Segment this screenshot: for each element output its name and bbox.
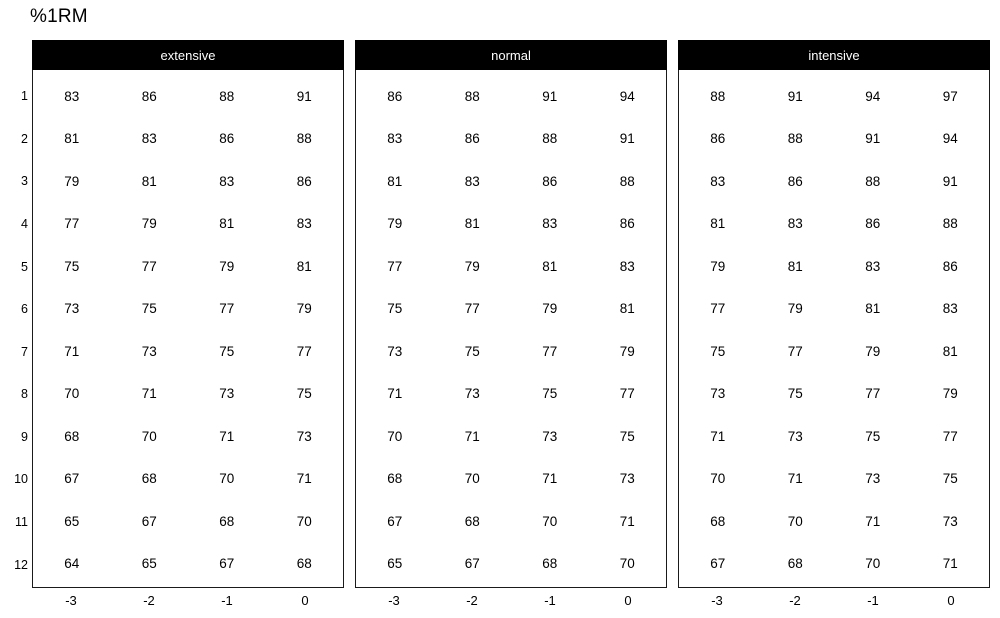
facet-strip — [32, 40, 344, 70]
value-cell: 65 — [387, 556, 403, 572]
table-row — [356, 458, 666, 501]
value-cell: 91 — [787, 88, 803, 104]
value-cell: 79 — [710, 258, 726, 274]
value-cell: 83 — [64, 88, 80, 104]
value-cell: 81 — [296, 258, 312, 274]
value-cell: 70 — [464, 471, 480, 487]
value-cell: 71 — [219, 428, 235, 444]
table-row — [679, 160, 989, 203]
value-cell: 86 — [542, 173, 558, 189]
y-axis-label: 6 — [21, 302, 28, 317]
table-row — [679, 75, 989, 118]
value-cell: 70 — [865, 556, 881, 572]
table-row — [356, 373, 666, 416]
value-cell: 86 — [387, 88, 403, 104]
value-cell: 81 — [710, 216, 726, 232]
value-cell: 71 — [619, 513, 635, 529]
value-cell: 71 — [710, 428, 726, 444]
table-row — [679, 458, 989, 501]
value-cell: 91 — [865, 131, 881, 147]
table-row — [356, 203, 666, 246]
value-cell: 91 — [942, 173, 958, 189]
value-cell: 83 — [464, 173, 480, 189]
table-row — [33, 245, 343, 288]
table-row — [679, 543, 989, 586]
x-axis-label: 0 — [947, 593, 955, 608]
value-cell: 71 — [787, 471, 803, 487]
value-cell: 73 — [542, 428, 558, 444]
facet-body — [32, 70, 344, 588]
value-cell: 83 — [710, 173, 726, 189]
y-axis-label: 5 — [21, 259, 28, 274]
value-cell: 77 — [219, 301, 235, 317]
value-cell: 88 — [865, 173, 881, 189]
table-row — [679, 288, 989, 331]
value-cell: 83 — [542, 216, 558, 232]
value-cell: 79 — [219, 258, 235, 274]
value-cell: 68 — [296, 556, 312, 572]
value-cell: 71 — [64, 343, 80, 359]
value-cell: 79 — [942, 386, 958, 402]
y-axis-label: 12 — [14, 557, 28, 572]
value-cell: 65 — [141, 556, 157, 572]
value-cell: 68 — [141, 471, 157, 487]
value-cell: 73 — [141, 343, 157, 359]
value-cell: 70 — [787, 513, 803, 529]
value-cell: 75 — [942, 471, 958, 487]
facet-extensive — [32, 40, 344, 616]
value-cell: 86 — [787, 173, 803, 189]
facet-body — [678, 70, 990, 588]
table-row — [33, 415, 343, 458]
value-cell: 68 — [464, 513, 480, 529]
facet-intensive — [678, 40, 990, 616]
value-cell: 75 — [219, 343, 235, 359]
value-cell: 70 — [542, 513, 558, 529]
value-cell: 81 — [64, 131, 80, 147]
value-cell: 79 — [865, 343, 881, 359]
value-cell: 73 — [619, 471, 635, 487]
y-axis-label: 1 — [21, 89, 28, 104]
facet-strip — [355, 40, 667, 70]
value-cell: 83 — [942, 301, 958, 317]
value-cell: 81 — [141, 173, 157, 189]
table-row — [679, 415, 989, 458]
value-cell: 86 — [219, 131, 235, 147]
value-cell: 81 — [865, 301, 881, 317]
table-row — [679, 245, 989, 288]
value-cell: 70 — [219, 471, 235, 487]
value-cell: 86 — [619, 216, 635, 232]
value-cell: 81 — [219, 216, 235, 232]
value-cell: 70 — [710, 471, 726, 487]
value-cell: 81 — [942, 343, 958, 359]
value-cell: 77 — [141, 258, 157, 274]
facet-normal — [355, 40, 667, 616]
value-cell: 77 — [542, 343, 558, 359]
x-axis — [355, 588, 667, 616]
value-cell: 88 — [219, 88, 235, 104]
y-axis-label: 8 — [21, 387, 28, 402]
value-cell: 77 — [387, 258, 403, 274]
value-cell: 75 — [787, 386, 803, 402]
x-axis-label: 0 — [624, 593, 632, 608]
value-cell: 77 — [296, 343, 312, 359]
value-cell: 86 — [710, 131, 726, 147]
facet-strip — [678, 40, 990, 70]
value-cell: 75 — [710, 343, 726, 359]
y-axis-label: 2 — [21, 131, 28, 146]
value-cell: 81 — [787, 258, 803, 274]
value-cell: 67 — [710, 556, 726, 572]
value-cell: 77 — [619, 386, 635, 402]
x-axis — [678, 588, 990, 616]
y-axis-label: 9 — [21, 429, 28, 444]
value-cell: 86 — [141, 88, 157, 104]
value-cell: 88 — [542, 131, 558, 147]
value-cell: 79 — [542, 301, 558, 317]
value-cell: 67 — [219, 556, 235, 572]
value-cell: 71 — [865, 513, 881, 529]
table-row — [33, 458, 343, 501]
value-cell: 83 — [865, 258, 881, 274]
value-cell: 73 — [942, 513, 958, 529]
value-cell: 73 — [464, 386, 480, 402]
table-row — [679, 373, 989, 416]
value-cell: 73 — [219, 386, 235, 402]
x-axis-label: -1 — [867, 593, 879, 608]
value-cell: 77 — [464, 301, 480, 317]
value-cell: 81 — [542, 258, 558, 274]
table-row — [679, 118, 989, 161]
value-cell: 67 — [64, 471, 80, 487]
value-cell: 88 — [296, 131, 312, 147]
value-cell: 94 — [942, 131, 958, 147]
value-cell: 75 — [387, 301, 403, 317]
value-cell: 86 — [865, 216, 881, 232]
value-cell: 79 — [387, 216, 403, 232]
value-cell: 71 — [542, 471, 558, 487]
table-row — [679, 203, 989, 246]
value-cell: 68 — [710, 513, 726, 529]
facet-strip-label: normal — [491, 47, 531, 63]
table-row — [356, 288, 666, 331]
table-row — [33, 330, 343, 373]
y-axis-label: 3 — [21, 174, 28, 189]
x-axis-label: -2 — [143, 593, 155, 608]
value-cell: 81 — [387, 173, 403, 189]
value-cell: 70 — [387, 428, 403, 444]
table-row — [33, 288, 343, 331]
x-axis-label: -2 — [789, 593, 801, 608]
table-row — [356, 245, 666, 288]
x-axis-label: -3 — [65, 593, 77, 608]
table-row — [356, 75, 666, 118]
value-cell: 79 — [619, 343, 635, 359]
value-cell: 70 — [141, 428, 157, 444]
value-cell: 83 — [219, 173, 235, 189]
value-cell: 70 — [619, 556, 635, 572]
value-cell: 65 — [64, 513, 80, 529]
value-cell: 79 — [296, 301, 312, 317]
value-cell: 94 — [865, 88, 881, 104]
value-cell: 75 — [296, 386, 312, 402]
value-cell: 97 — [942, 88, 958, 104]
value-cell: 94 — [619, 88, 635, 104]
value-cell: 86 — [942, 258, 958, 274]
value-cell: 70 — [64, 386, 80, 402]
table-row — [356, 500, 666, 543]
x-axis-label: -1 — [544, 593, 556, 608]
value-cell: 79 — [64, 173, 80, 189]
value-cell: 83 — [141, 131, 157, 147]
y-axis-label: 11 — [15, 515, 28, 530]
value-cell: 83 — [387, 131, 403, 147]
value-cell: 75 — [141, 301, 157, 317]
value-cell: 75 — [619, 428, 635, 444]
table-row — [33, 75, 343, 118]
y-axis — [0, 70, 28, 588]
table-row — [33, 160, 343, 203]
x-axis — [32, 588, 344, 616]
value-cell: 79 — [141, 216, 157, 232]
value-cell: 86 — [296, 173, 312, 189]
y-axis-label: 10 — [14, 472, 28, 487]
facet-strip-label: intensive — [808, 47, 860, 63]
value-cell: 71 — [942, 556, 958, 572]
value-cell: 88 — [464, 88, 480, 104]
value-cell: 70 — [296, 513, 312, 529]
value-cell: 67 — [387, 513, 403, 529]
value-cell: 79 — [464, 258, 480, 274]
value-cell: 88 — [710, 88, 726, 104]
table-row — [33, 373, 343, 416]
value-cell: 68 — [787, 556, 803, 572]
value-cell: 77 — [865, 386, 881, 402]
value-cell: 67 — [464, 556, 480, 572]
value-cell: 73 — [787, 428, 803, 444]
table-row — [33, 500, 343, 543]
facet-panels — [32, 40, 990, 616]
table-row — [356, 415, 666, 458]
value-cell: 68 — [219, 513, 235, 529]
value-cell: 71 — [464, 428, 480, 444]
value-cell: 81 — [619, 301, 635, 317]
value-cell: 91 — [296, 88, 312, 104]
table-row — [33, 118, 343, 161]
x-axis-label: -3 — [388, 593, 400, 608]
value-cell: 83 — [296, 216, 312, 232]
value-cell: 77 — [787, 343, 803, 359]
table-row — [356, 543, 666, 586]
table-row — [356, 118, 666, 161]
value-cell: 77 — [64, 216, 80, 232]
value-cell: 83 — [619, 258, 635, 274]
value-cell: 75 — [542, 386, 558, 402]
value-cell: 91 — [542, 88, 558, 104]
value-cell: 75 — [64, 258, 80, 274]
value-cell: 83 — [787, 216, 803, 232]
x-axis-label: -3 — [711, 593, 723, 608]
facet-body — [355, 70, 667, 588]
table-row — [33, 203, 343, 246]
value-cell: 88 — [619, 173, 635, 189]
value-cell: 77 — [710, 301, 726, 317]
table-row — [679, 330, 989, 373]
value-cell: 73 — [710, 386, 726, 402]
value-cell: 68 — [542, 556, 558, 572]
chart-title: %1RM — [30, 6, 88, 27]
x-axis-label: 0 — [301, 593, 309, 608]
facet-strip-label: extensive — [160, 47, 216, 63]
value-cell: 79 — [787, 301, 803, 317]
value-cell: 68 — [387, 471, 403, 487]
value-cell: 67 — [141, 513, 157, 529]
value-cell: 88 — [942, 216, 958, 232]
x-axis-label: -2 — [466, 593, 478, 608]
value-cell: 91 — [619, 131, 635, 147]
y-axis-label: 7 — [21, 344, 28, 359]
value-cell: 75 — [865, 428, 881, 444]
value-cell: 64 — [64, 556, 80, 572]
value-cell: 71 — [141, 386, 157, 402]
value-cell: 71 — [387, 386, 403, 402]
value-cell: 73 — [296, 428, 312, 444]
value-cell: 73 — [865, 471, 881, 487]
table-row — [356, 330, 666, 373]
x-axis-label: -1 — [221, 593, 233, 608]
value-cell: 86 — [464, 131, 480, 147]
value-cell: 73 — [64, 301, 80, 317]
table-row — [679, 500, 989, 543]
value-cell: 88 — [787, 131, 803, 147]
table-row — [356, 160, 666, 203]
value-cell: 73 — [387, 343, 403, 359]
value-cell: 81 — [464, 216, 480, 232]
value-cell: 68 — [64, 428, 80, 444]
value-cell: 77 — [942, 428, 958, 444]
value-cell: 75 — [464, 343, 480, 359]
value-cell: 71 — [296, 471, 312, 487]
table-row — [33, 543, 343, 586]
y-axis-label: 4 — [21, 217, 28, 232]
